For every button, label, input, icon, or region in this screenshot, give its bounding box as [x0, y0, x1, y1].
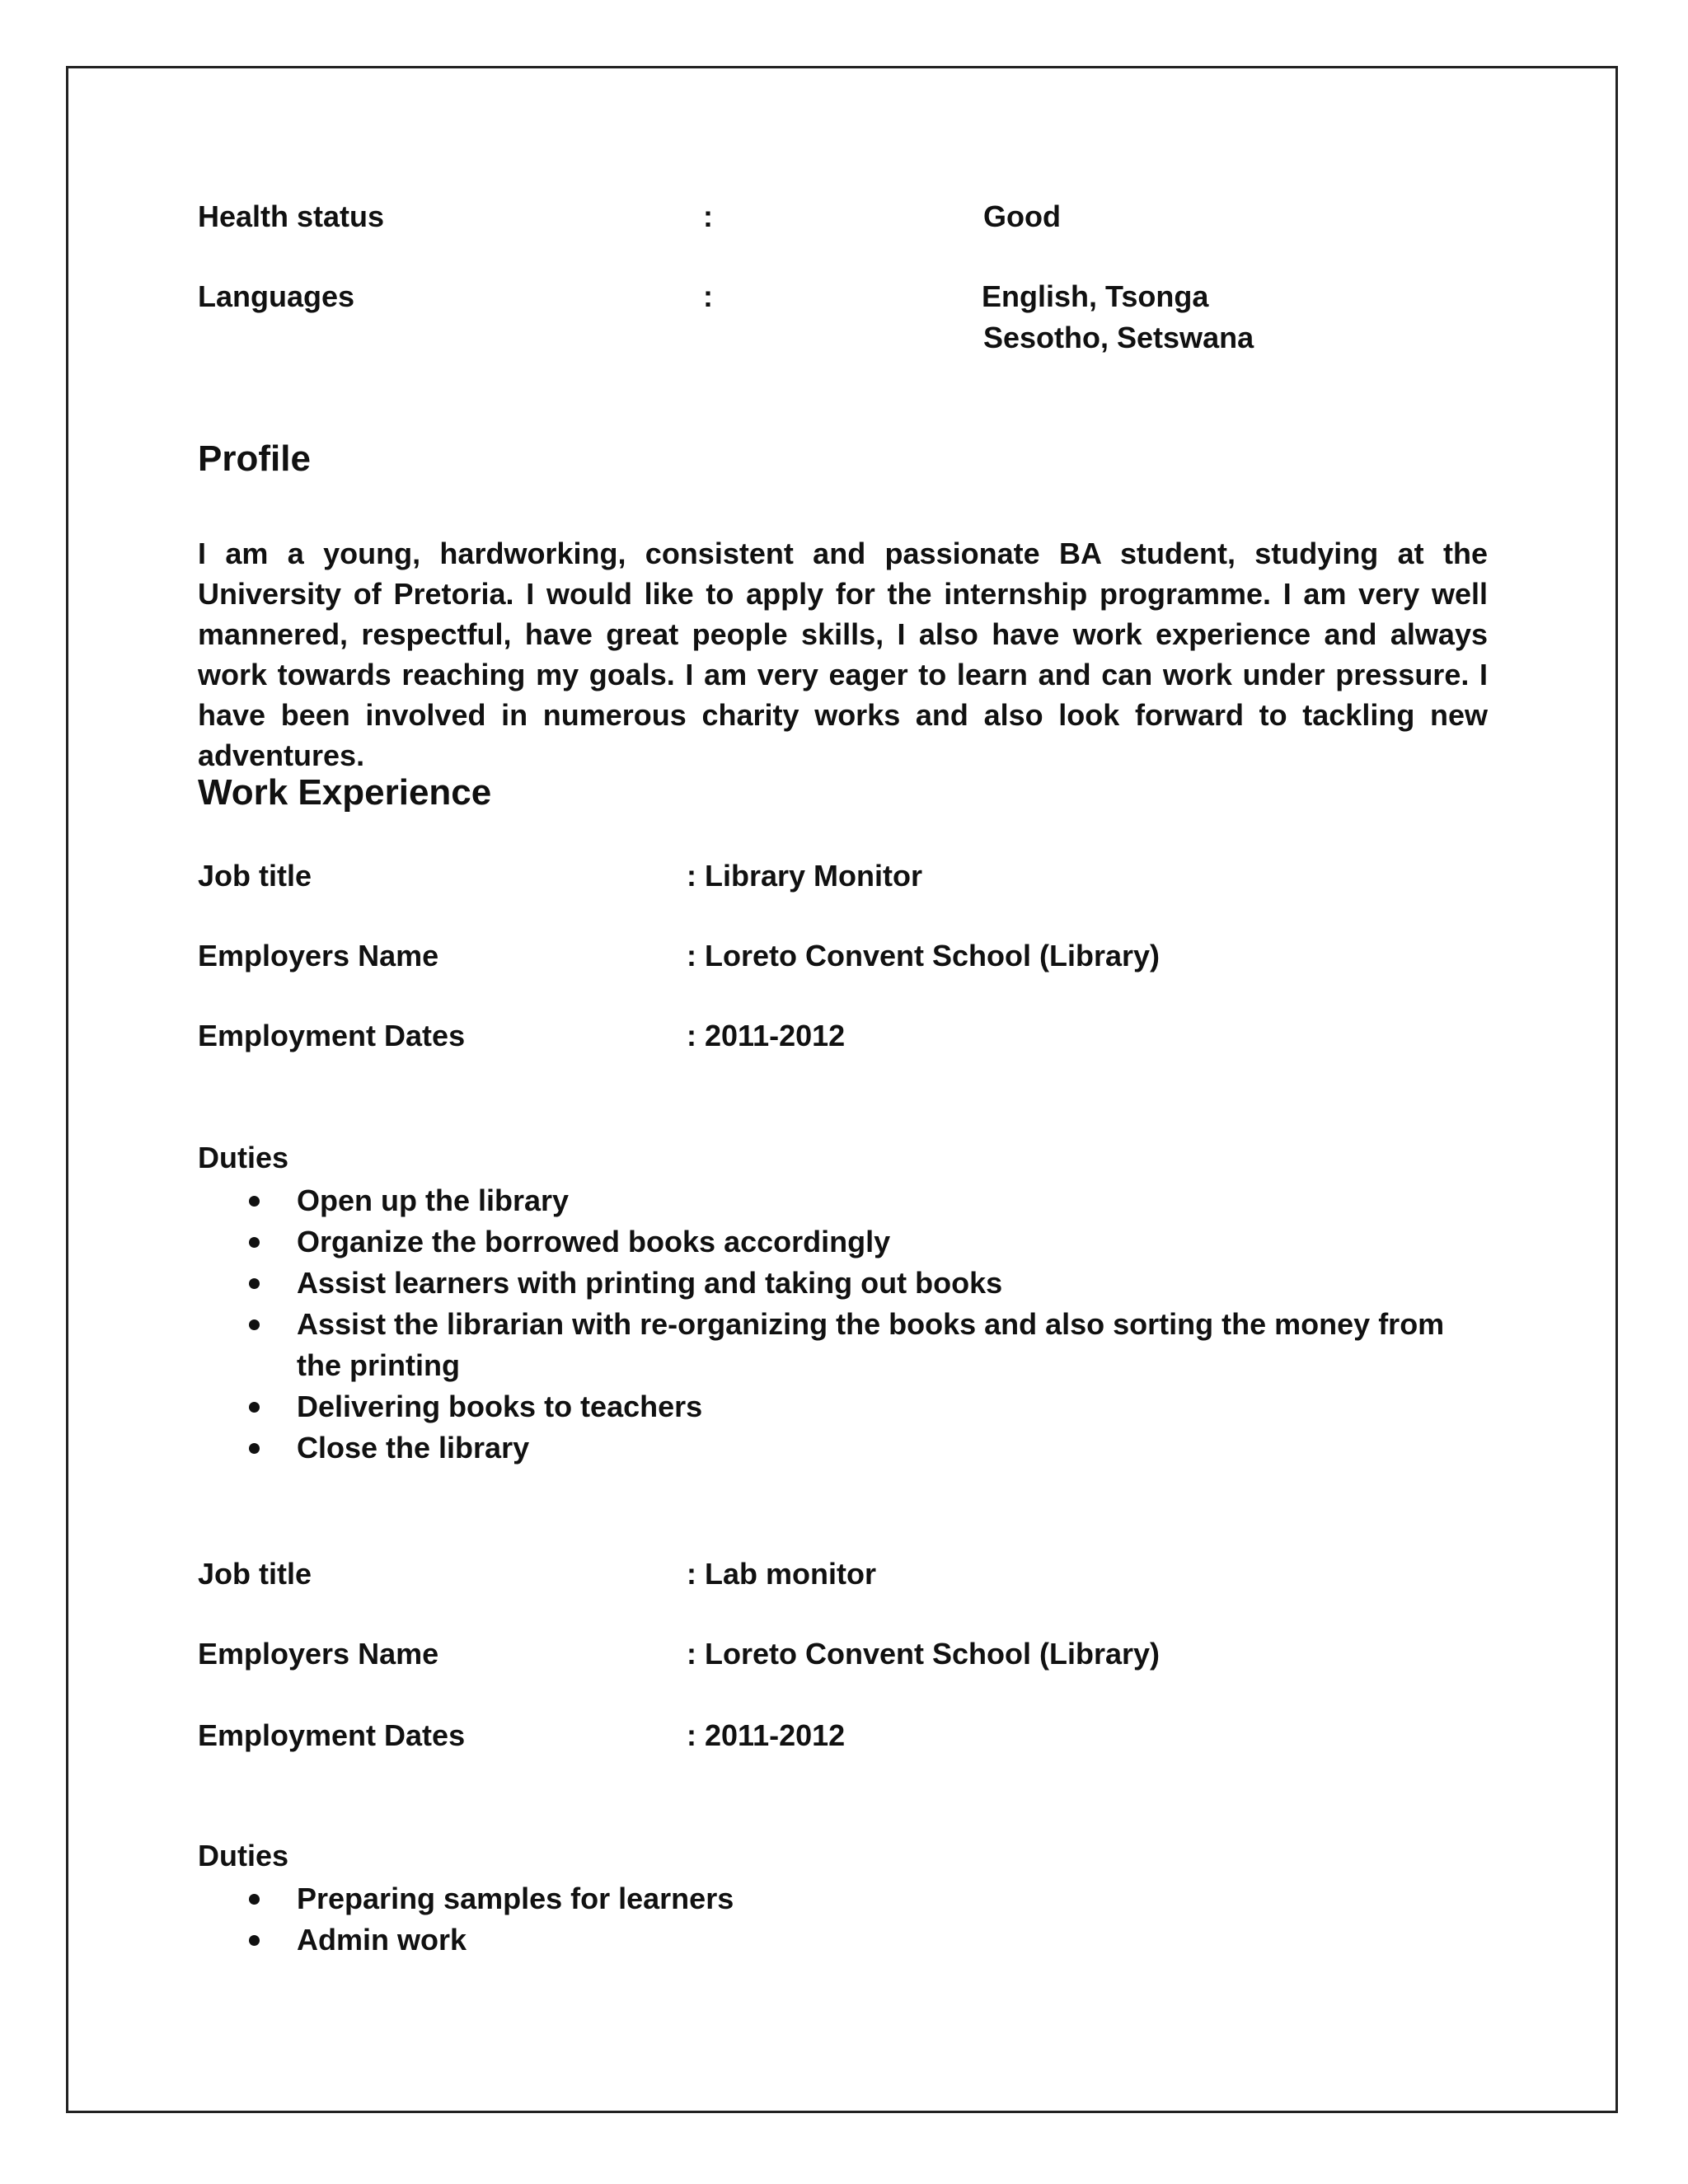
list-item	[198, 1427, 1488, 1469]
duty-text: Delivering books to teachers	[297, 1390, 703, 1423]
job2-duties-list	[198, 1878, 1488, 1961]
list-item	[198, 1386, 1488, 1427]
bullet-icon	[249, 1894, 260, 1905]
list-item	[198, 1878, 1488, 1919]
health-status-label: Health status	[198, 199, 385, 233]
work-experience-heading: Work Experience	[198, 772, 492, 813]
duty-text: Open up the library	[297, 1183, 570, 1217]
health-status-separator: :	[703, 199, 713, 233]
languages-separator: :	[703, 279, 713, 313]
languages-value-line2: Sesotho, Setswana	[983, 321, 1254, 354]
duty-text: Assist learners with printing and taking out books	[297, 1266, 1003, 1300]
job2-employer-label: Employers Name	[198, 1637, 439, 1671]
profile-paragraph: I am a young, hardworking, consistent and passionate BA student, studying at the University of Pretoria. I would like to apply for the internship programme. I am very well mannered, respectful, have great people skills, I also have work experience and always work towards reaching my goals. I am very eager to learn and can work under pressure. I have been involved in numerous charity works and also look forward to tackling new adventures.	[198, 537, 1488, 772]
profile-heading: Profile	[198, 438, 311, 479]
job1-duties-label: Duties	[198, 1141, 289, 1174]
bullet-icon	[249, 1237, 260, 1248]
bullet-icon	[249, 1935, 260, 1946]
job2-dates-value: : 2011-2012	[687, 1718, 846, 1752]
list-item	[198, 1263, 1488, 1304]
job2-title-label: Job title	[198, 1557, 312, 1591]
job1-dates-value: : 2011-2012	[687, 1019, 846, 1052]
job1-dates-label: Employment Dates	[198, 1019, 466, 1052]
languages-value-line1: English, Tsonga	[982, 279, 1209, 313]
bullet-icon	[249, 1196, 260, 1207]
job2-duties-label: Duties	[198, 1839, 289, 1872]
job1-employer-value: : Loreto Convent School (Library)	[687, 939, 1160, 972]
page-border	[66, 66, 1618, 2113]
duty-text: Organize the borrowed books accordingly	[297, 1225, 891, 1258]
duty-text: Preparing samples for learners	[297, 1882, 734, 1915]
languages-label: Languages	[198, 279, 355, 313]
list-item	[198, 1221, 1488, 1263]
job1-duties-list	[198, 1180, 1488, 1469]
bullet-icon	[249, 1402, 260, 1413]
duty-text: Assist the librarian with re-organizing the books and also sorting the money from the printing	[297, 1307, 1445, 1382]
duty-text: Admin work	[297, 1923, 467, 1957]
health-status-value: Good	[983, 199, 1061, 233]
bullet-icon	[249, 1443, 260, 1454]
job2-dates-label: Employment Dates	[198, 1718, 466, 1752]
job1-employer-label: Employers Name	[198, 939, 439, 972]
bullet-icon	[249, 1319, 260, 1330]
job1-title-label: Job title	[198, 859, 312, 893]
job1-title-value: : Library Monitor	[687, 859, 922, 893]
list-item	[198, 1304, 1488, 1386]
bullet-icon	[249, 1278, 260, 1289]
list-item	[198, 1919, 1488, 1961]
job2-title-value: : Lab monitor	[687, 1557, 876, 1591]
list-item	[198, 1180, 1488, 1221]
job2-employer-value: : Loreto Convent School (Library)	[687, 1637, 1160, 1671]
duty-text: Close the library	[297, 1431, 530, 1465]
